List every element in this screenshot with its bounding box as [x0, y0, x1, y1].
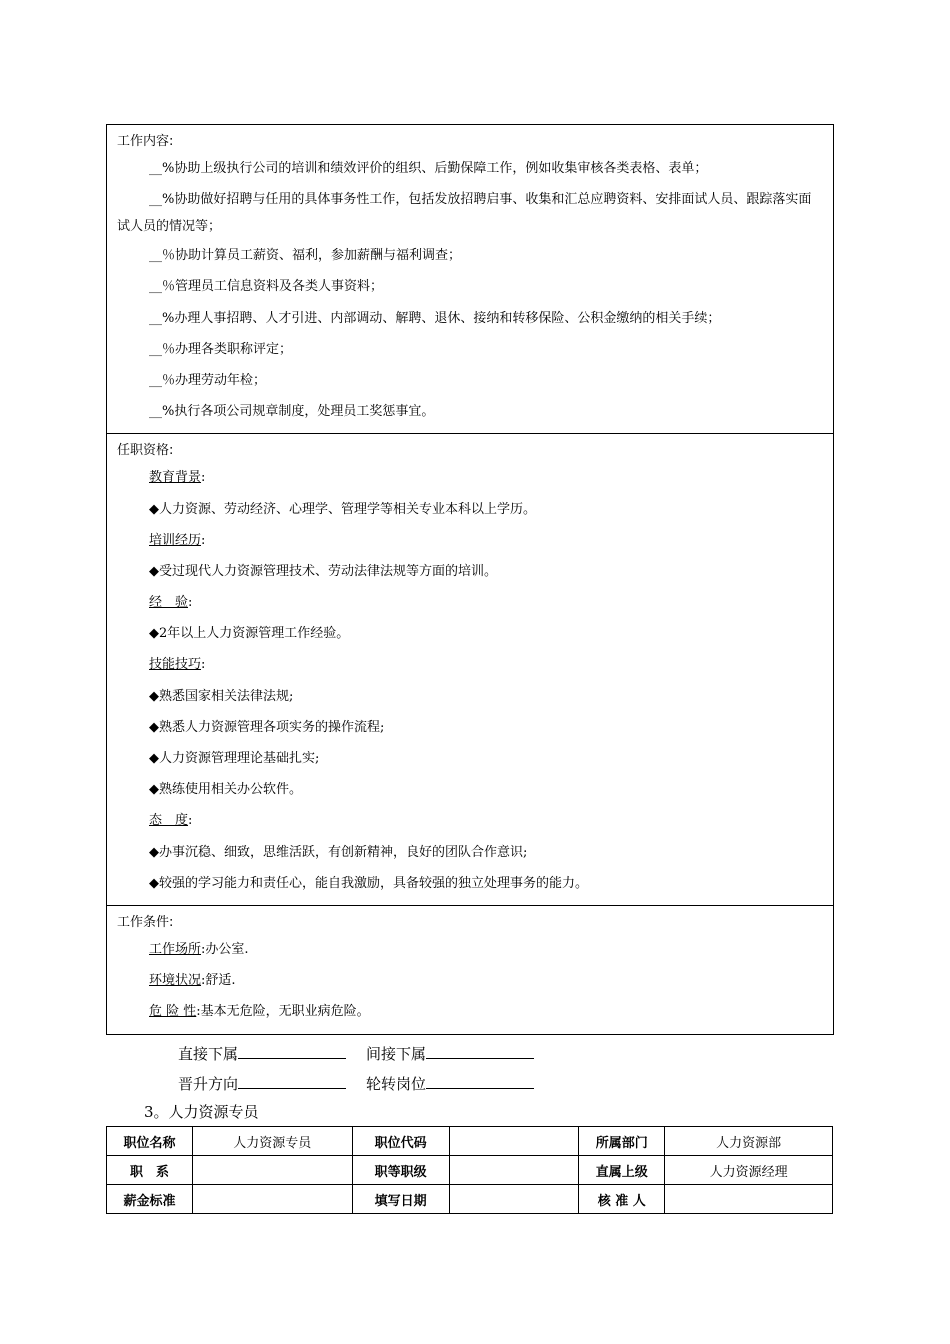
- job-description-box: [106, 124, 834, 1035]
- skill-item: ◆熟练使用相关办公软件。: [149, 782, 302, 798]
- position-info-table: [106, 1126, 833, 1214]
- job-series-value: [192, 1156, 352, 1185]
- job-series-label: 职 系: [107, 1156, 193, 1185]
- work-item: __％协助计算员工薪资、福利，参加薪酬与福利调查；: [149, 248, 462, 264]
- place-value: :办公室.: [201, 941, 249, 957]
- risk-label: 危 险 性: [149, 1004, 197, 1020]
- education-heading: 教育背景:: [149, 470, 206, 486]
- work-item: __％办理各类职称评定；: [149, 341, 293, 357]
- training-item: ◆受过现代人力资源管理技术、劳动法律法规等方面的培训。: [149, 563, 497, 579]
- work-item: __％办理劳动年检；: [149, 372, 267, 388]
- supervisor-value: 人力资源经理: [665, 1156, 833, 1185]
- fill-date-value: [449, 1185, 579, 1214]
- promotion-field: [178, 1073, 346, 1094]
- attitude-item: ◆较强的学习能力和责任心，能自我激励，具备较强的独立处理事务的能力。: [149, 875, 588, 891]
- work-content-section: [107, 125, 833, 433]
- risk-line: [117, 996, 823, 1027]
- indirect-subordinate-blank: [426, 1044, 534, 1059]
- section-3-title: 3。人力资源专员: [144, 1103, 259, 1121]
- experience-heading: 经 验:: [149, 595, 193, 611]
- skill-item: ◆熟悉人力资源管理各项实务的操作流程;: [149, 719, 385, 735]
- skill-item: ◆熟悉国家相关法律法规;: [149, 688, 294, 704]
- rotation-label: 轮转岗位: [366, 1075, 427, 1093]
- indirect-subordinate-field: [366, 1043, 534, 1064]
- place-line: [117, 934, 823, 965]
- direct-subordinate-blank: [238, 1044, 346, 1059]
- approver-label: 核 准 人: [579, 1185, 665, 1214]
- table-row: [107, 1156, 833, 1185]
- indirect-subordinate-label: 间接下属: [366, 1045, 427, 1063]
- work-item: __%协助上级执行公司的培训和绩效评价的组织、后勤保障工作，例如收集审核各类表格、表单；: [149, 161, 708, 176]
- position-code-value: [449, 1127, 579, 1156]
- department-value: 人力资源部: [665, 1127, 833, 1156]
- work-item: __％管理员工信息资料及各类人事资料；: [149, 279, 384, 295]
- position-name-value: 人力资源专员: [192, 1127, 352, 1156]
- qualifications-title: 任职资格:: [117, 443, 174, 459]
- position-code-label: 职位代码: [352, 1127, 449, 1156]
- work-item: __%协助做好招聘与任用的具体事务性工作，包括发放招聘启事、收集和汇总应聘资料、安排面试人员、跟踪落实面试人员的情况等；: [117, 192, 812, 235]
- table-row: [107, 1127, 833, 1156]
- skills-label: 技能技巧: [149, 657, 202, 673]
- direct-subordinate-field: [178, 1043, 346, 1064]
- skills-heading: 技能技巧:: [149, 657, 206, 673]
- conditions-section: [107, 905, 833, 1034]
- work-item: __%办理人事招聘、人才引进、内部调动、解聘、退休、接纳和转移保险、公积金缴纳的相关手续；: [149, 310, 721, 326]
- position-name-label: 职位名称: [107, 1127, 193, 1156]
- education-item: ◆人力资源、劳动经济、心理学、管理学等相关专业本科以上学历。: [149, 501, 536, 517]
- conditions-title: 工作条件:: [117, 914, 174, 930]
- attitude-label: 态 度: [149, 813, 189, 829]
- promotion-label: 晋升方向: [178, 1075, 239, 1093]
- grade-label: 职等职级: [352, 1156, 449, 1185]
- environment-label: 环境状况: [149, 973, 202, 989]
- approver-value: [665, 1185, 833, 1214]
- attitude-item: ◆办事沉稳、细致，思维活跃，有创新精神，良好的团队合作意识;: [149, 844, 528, 860]
- rotation-blank: [426, 1074, 534, 1089]
- fill-date-label: 填写日期: [352, 1185, 449, 1214]
- training-heading: 培训经历:: [149, 532, 206, 548]
- training-label: 培训经历: [149, 532, 202, 548]
- department-label: 所属部门: [579, 1127, 665, 1156]
- work-content-title: 工作内容:: [117, 134, 174, 149]
- experience-label: 经 验: [149, 595, 189, 611]
- attitude-heading: 态 度:: [149, 813, 193, 829]
- rotation-field: [366, 1073, 534, 1094]
- work-item: __%执行各项公司规章制度，处理员工奖惩事宜。: [149, 404, 435, 420]
- salary-value: [192, 1185, 352, 1214]
- environment-line: [117, 965, 823, 996]
- supervisor-label: 直属上级: [579, 1156, 665, 1185]
- qualifications-section: [107, 433, 833, 905]
- grade-value: [449, 1156, 579, 1185]
- promotion-blank: [238, 1074, 346, 1089]
- salary-label: 薪金标准: [107, 1185, 193, 1214]
- risk-value: :基本无危险，无职业病危险。: [196, 1004, 370, 1020]
- environment-value: :舒适.: [201, 973, 236, 989]
- direct-subordinate-label: 直接下属: [178, 1045, 239, 1063]
- experience-item: ◆2年以上人力资源管理工作经验。: [149, 626, 350, 642]
- education-label: 教育背景: [149, 470, 202, 486]
- skill-item: ◆人力资源管理理论基础扎实;: [149, 751, 320, 766]
- place-label: 工作场所: [149, 941, 202, 957]
- table-row: [107, 1185, 833, 1214]
